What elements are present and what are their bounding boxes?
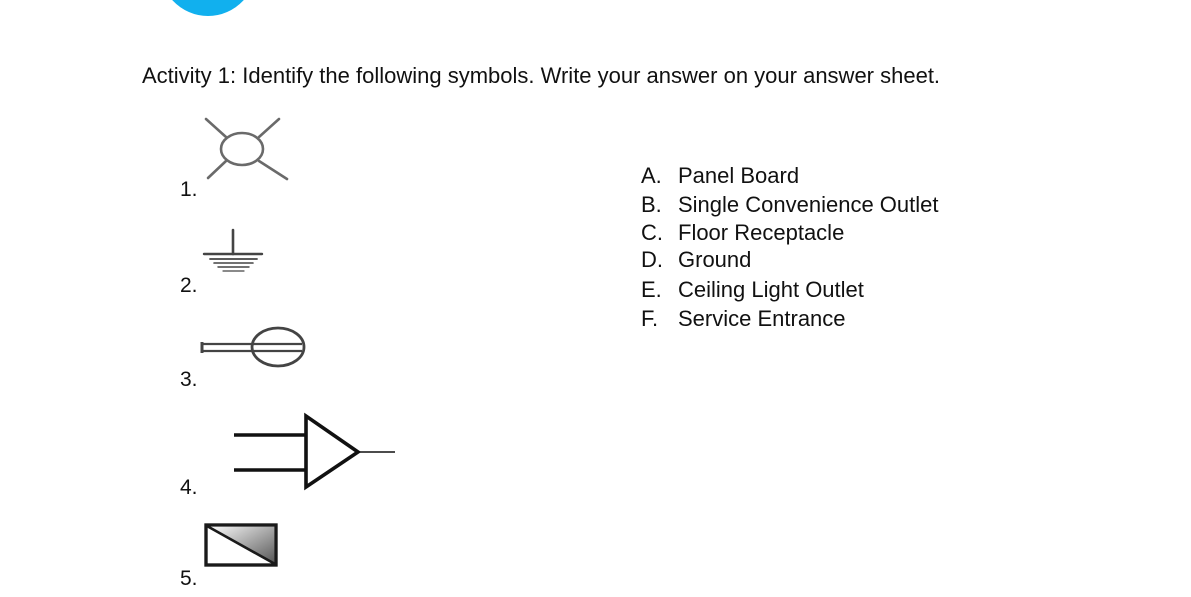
choice-text: Ceiling Light Outlet [678, 277, 864, 302]
item-number-2: 2. [180, 274, 198, 297]
choice-letter: C. [641, 220, 663, 245]
choice-c [641, 219, 844, 247]
single-convenience-outlet-symbol-icon [198, 322, 310, 372]
item-number-4: 4. [180, 476, 198, 499]
panel-board-symbol-icon [202, 520, 282, 570]
choice-b [641, 191, 939, 219]
choice-text: Single Convenience Outlet [678, 192, 939, 217]
ceiling-light-outlet-symbol-icon [198, 112, 290, 186]
activity-instruction: Activity 1: Identify the following symbols. Write your answer on your answer sheet. [142, 63, 941, 88]
ground-symbol-icon [200, 228, 266, 278]
choice-d [641, 246, 751, 274]
choice-letter: D. [641, 247, 663, 272]
item-number-3: 3. [180, 368, 198, 391]
decorative-blue-circle [158, 0, 258, 16]
item-number-5: 5. [180, 567, 198, 590]
choice-text: Floor Receptacle [678, 220, 845, 245]
service-entrance-symbol-icon [230, 410, 398, 494]
choice-text: Service Entrance [678, 306, 846, 331]
choice-letter: E. [641, 277, 662, 302]
choice-a [641, 162, 799, 190]
choice-e [641, 276, 864, 304]
choice-text: Panel Board [678, 163, 800, 188]
choice-letter: B. [641, 192, 662, 217]
choice-letter: F. [641, 306, 659, 331]
choice-text: Ground [678, 247, 752, 272]
choice-f [641, 305, 846, 333]
item-number-1: 1. [180, 178, 198, 201]
choice-letter: A. [641, 163, 662, 188]
